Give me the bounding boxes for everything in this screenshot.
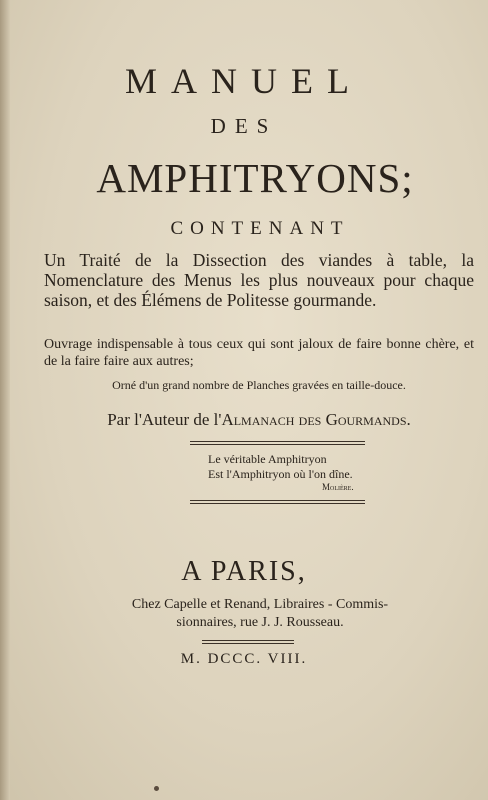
title-line-contenant: CONTENANT bbox=[170, 218, 350, 239]
publisher-line-2: sionnaires, rue J. J. Rousseau. bbox=[176, 615, 344, 630]
divider-date bbox=[202, 640, 294, 644]
illustrations-note: Orné d'un grand nombre de Planches gravées en taille-douce. bbox=[112, 378, 406, 392]
author-work: Almanach des Gourmands. bbox=[221, 410, 411, 429]
contents-description: Un Traité de la Dissection des viandes à table, la Nomenclature des Menus les plus nouveaux pour chaque saison, et des Élémens de Politesse gourmande. bbox=[44, 250, 474, 310]
epigraph-attribution: Molière. bbox=[322, 482, 354, 492]
title-line-manuel: MANUEL bbox=[125, 61, 363, 101]
epigraph-line-2: Est l'Amphitryon où l'on dîne. bbox=[208, 467, 353, 481]
divider-top bbox=[190, 441, 365, 445]
author-line bbox=[44, 410, 474, 430]
publication-date: M. DCCC. VIII. bbox=[180, 651, 308, 667]
title-line-amphitryons: AMPHITRYONS; bbox=[96, 155, 414, 201]
subtitle-paragraph: Ouvrage indispensable à tous ceux qui sont jaloux de faire bonne chère, et de la faire faire aux autres; bbox=[44, 337, 474, 369]
epigraph-line-1: Le véritable Amphitryon bbox=[208, 452, 327, 466]
divider-bottom bbox=[190, 500, 365, 504]
title-line-des: DES bbox=[210, 114, 278, 138]
ink-spot bbox=[154, 786, 159, 791]
author-prefix: Par l'Auteur de l' bbox=[107, 410, 222, 429]
publisher-line-1: Chez Capelle et Renand, Libraires - Commis- bbox=[131, 597, 389, 612]
imprint-city: A PARIS, bbox=[181, 556, 307, 587]
